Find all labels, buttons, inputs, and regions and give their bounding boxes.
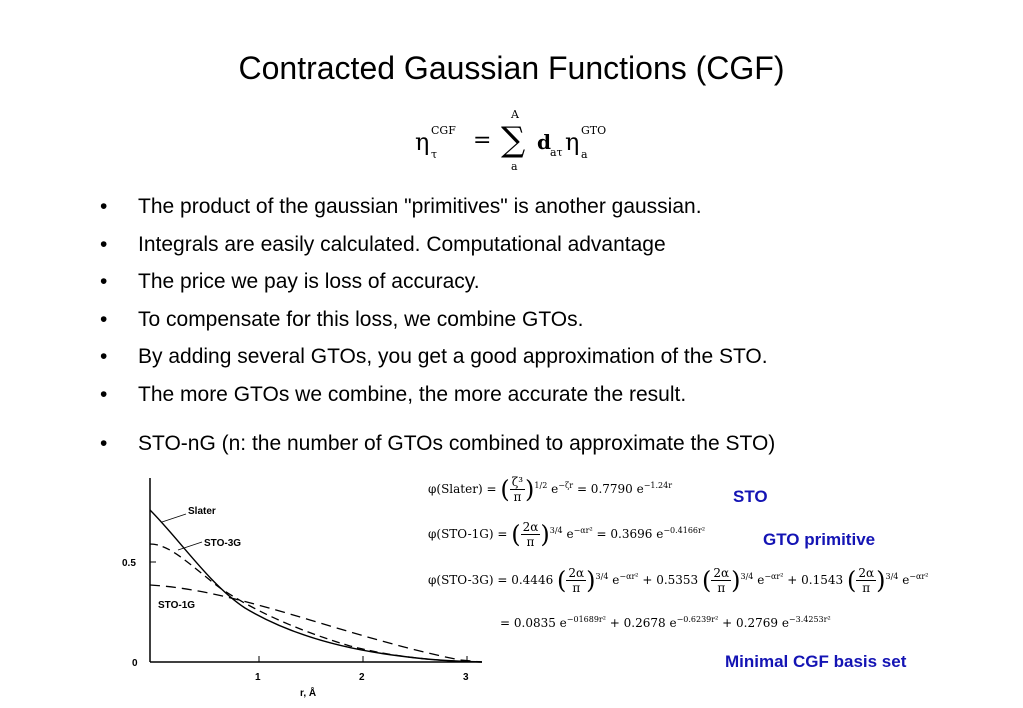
eq-sup: 3/4 <box>740 572 754 581</box>
cgf-formula <box>405 108 625 180</box>
eq-sup: −01689r² <box>566 615 606 624</box>
bullet-item: • STO-nG (n: the number of GTOs combined to approximate the STO) <box>100 429 775 467</box>
bullet-item: • By adding several GTOs, you get a good approximation of the STO. <box>100 342 775 380</box>
gto-primitive-label: GTO primitive <box>763 530 876 549</box>
paren-close: ) <box>731 566 741 595</box>
formula-rhs-sub: a <box>581 148 588 161</box>
slater-pointer <box>162 514 186 522</box>
eq-text: e <box>902 573 910 587</box>
eq-text: φ(STO-3G) = 0.4446 <box>428 573 554 587</box>
eq-text: π <box>526 535 535 549</box>
fraction <box>521 520 541 549</box>
sto1g-equation <box>428 520 705 549</box>
eq-text: + 0.2769 e <box>722 616 789 630</box>
formula-lhs-symbol: η <box>415 128 430 156</box>
sigma-icon: ∑ <box>501 120 526 160</box>
paren-open: ( <box>500 475 510 504</box>
x-tick-label: 2 <box>359 672 365 683</box>
eq-sup: 3/4 <box>885 572 899 581</box>
eq-text: 2α <box>522 520 539 534</box>
formula-lhs-sub: τ <box>431 148 438 161</box>
paren-open: ( <box>846 566 857 595</box>
eq-text: π <box>717 581 726 595</box>
paren-open: ( <box>511 520 521 549</box>
formula-lhs-sup: CGF <box>431 124 456 137</box>
curve-label-sto3g: STO-3G <box>204 538 242 549</box>
eq-text: e <box>612 573 620 587</box>
formula-sum-bottom: a <box>511 160 518 173</box>
fraction <box>856 566 876 595</box>
eq-sup: 3/4 <box>595 572 609 581</box>
formula-coef-sub: aτ <box>550 146 563 159</box>
eq-text: = 0.3696 e <box>596 527 664 541</box>
eq-sup: −0.4166r² <box>663 526 706 535</box>
eq-sup: −3.4253r² <box>788 615 831 624</box>
eq-text: 2α <box>568 566 585 580</box>
formula-rhs-symbol: η <box>565 128 580 156</box>
sto3g-equation <box>428 566 928 595</box>
eq-text: π <box>513 490 522 504</box>
eq-sup: 1/2 <box>534 481 548 490</box>
sto3g-curve <box>150 544 482 662</box>
fraction <box>510 475 525 504</box>
formula-rhs-sup: GTO <box>581 124 607 137</box>
eq-text: + 0.5353 <box>642 573 699 587</box>
eq-text: 2α <box>858 566 875 580</box>
eq-text: ζ³ <box>511 475 524 489</box>
bullet-item: • To compensate for this loss, we combine GTOs. <box>100 305 775 343</box>
eq-sup: −0.6239r² <box>676 615 719 624</box>
bullet-item: • The more GTOs we combine, the more accurate the result. <box>100 380 775 418</box>
eq-text: + 0.2678 e <box>609 616 677 630</box>
eq-text: = 0.7790 e <box>576 482 644 496</box>
eq-text: φ(STO-1G) = <box>428 527 508 541</box>
bullet-item: • Integrals are easily calculated. Computational advantage <box>100 230 775 268</box>
minimal-cgf-label: Minimal CGF basis set <box>725 652 907 671</box>
eq-sup: −αr² <box>619 572 639 581</box>
eq-sup: 3/4 <box>549 526 563 535</box>
sto-label: STO <box>733 487 768 506</box>
curve-label-slater: Slater <box>188 506 216 517</box>
eq-sup: −αr² <box>573 526 593 535</box>
eq-sup: −αr² <box>909 572 929 581</box>
eq-text: e <box>757 573 765 587</box>
eq-sup: −ζr <box>558 481 574 490</box>
eq-text: π <box>572 581 581 595</box>
y-tick-label: 0.5 <box>122 558 136 569</box>
eq-text: e <box>566 527 574 541</box>
formula-coef: d <box>537 130 551 154</box>
sto3g-expanded-equation <box>500 615 831 630</box>
bullet-list <box>100 192 775 467</box>
paren-close: ) <box>586 566 596 595</box>
bullet-item: • The product of the gaussian "primitives" is another gaussian. <box>100 192 775 230</box>
formula-sum-top: A <box>511 108 519 121</box>
eq-text: + 0.1543 <box>787 573 844 587</box>
eq-sup: −1.24r <box>643 481 673 490</box>
paren-close: ) <box>540 520 550 549</box>
formula-equals: = <box>473 128 492 153</box>
x-axis-label: r, Å <box>300 688 317 699</box>
paren-close: ) <box>525 475 535 504</box>
eq-text: φ(Slater) = <box>428 482 497 496</box>
eq-text: = 0.0835 e <box>500 616 567 630</box>
paren-open: ( <box>557 566 567 595</box>
fraction <box>711 566 731 595</box>
eq-text: π <box>862 581 871 595</box>
sto1g-curve <box>150 585 482 662</box>
slide-title: Contracted Gaussian Functions (CGF) <box>238 50 785 86</box>
eq-sup: −αr² <box>764 572 784 581</box>
slater-equation <box>428 475 672 504</box>
x-tick-label: 1 <box>255 672 261 683</box>
fraction <box>566 566 586 595</box>
eq-text: e <box>551 482 559 496</box>
y-tick-label: 0 <box>132 658 138 669</box>
x-tick-label: 3 <box>463 672 469 683</box>
curve-label-sto1g: STO-1G <box>158 600 196 611</box>
eq-text: 2α <box>713 566 730 580</box>
paren-close: ) <box>876 566 886 595</box>
bullet-item: • The price we pay is loss of accuracy. <box>100 267 775 305</box>
paren-open: ( <box>702 566 712 595</box>
